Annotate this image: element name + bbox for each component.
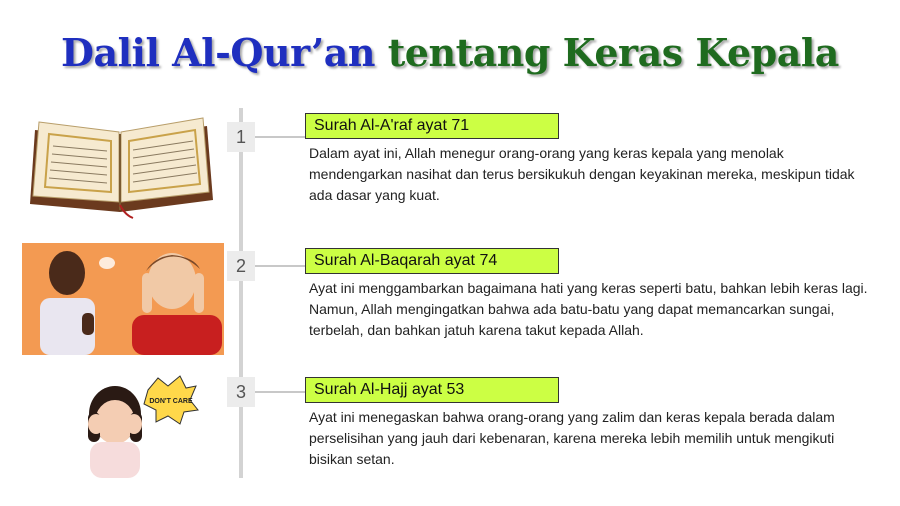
quran-book-image [25, 100, 215, 220]
item-connector-1 [255, 136, 305, 138]
item-number-1: 1 [227, 122, 255, 152]
item-connector-3 [255, 391, 305, 393]
girl-covering-ears-image [30, 372, 210, 478]
item-number-2: 2 [227, 251, 255, 281]
title-part-1: Dalil Al-Qur’an [61, 30, 375, 75]
surah-label-2: Surah Al-Baqarah ayat 74 [305, 248, 559, 274]
sticker-text: DON'T CARE [149, 398, 193, 405]
title-part-2: tentang Keras Kepala [387, 30, 839, 75]
page-title [0, 30, 900, 75]
people-ignoring-image [22, 243, 224, 355]
surah-label-1: Surah Al-A'raf ayat 71 [305, 113, 559, 139]
item-number-3: 3 [227, 377, 255, 407]
item-description-2: Ayat ini menggambarkan bagaimana hati yang keras seperti batu, bahkan lebih keras lagi. Namun, Allah mengingatkan bahwa ada batu-batu yang dapat memancarkan sungai, terbelah, dan bahkan jatuh karena takut kepada Allah. [309, 280, 868, 338]
surah-label-3: Surah Al-Hajj ayat 53 [305, 377, 559, 403]
item-connector-2 [255, 265, 305, 267]
item-description-3: Ayat ini menegaskan bahwa orang-orang yang zalim dan keras kepala berada dalam perselisihan yang jauh dari kebenaran, karena mereka lebih memilih untuk mengikuti bisikan setan. [309, 409, 835, 467]
timeline-line [239, 108, 243, 478]
item-description-1: Dalam ayat ini, Allah menegur orang-orang yang keras kepala yang menolak mendengarkan nasihat dan terus bersikukuh dengan keyakinan mereka, meskipun tidak ada dasar yang kuat. [309, 145, 855, 203]
